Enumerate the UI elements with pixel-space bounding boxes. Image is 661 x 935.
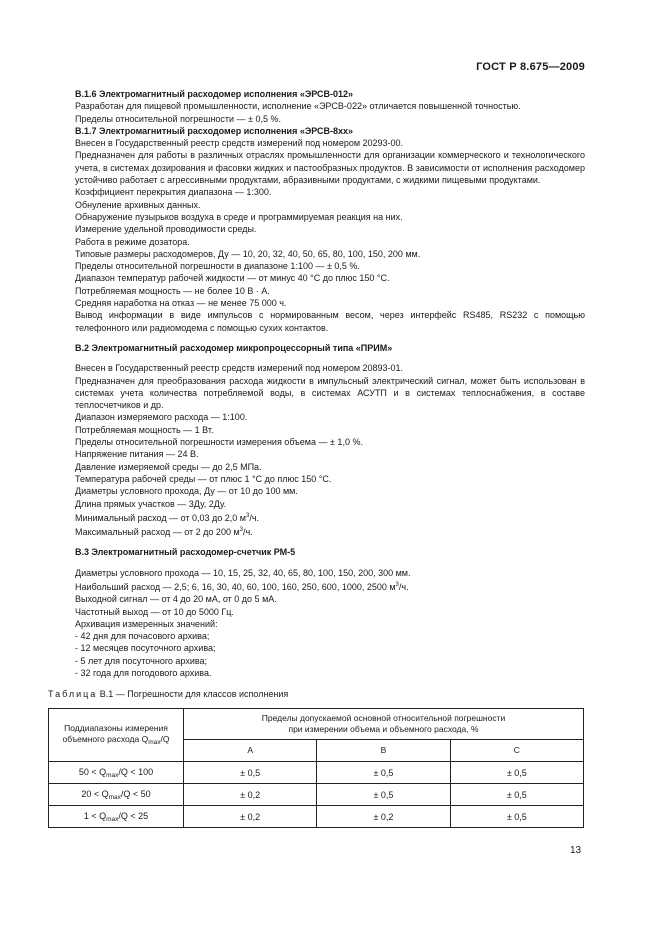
spec-line: Архивация измеренных значений: (75, 618, 218, 629)
col-head-subranges: Поддиапазоны измерения объемного расхода $Q_{max}/Q$ (49, 709, 184, 762)
paragraph: Внесен в Государственный реестр средств измерений под номером 20293-00. (75, 138, 404, 149)
value-cell: ± 0,5 (317, 784, 450, 806)
range-cell: $20 < Q_{max}/Q < 50$ (49, 784, 184, 806)
spec-line: Коэффициент перекрытия диапазона — 1:300. (75, 187, 272, 198)
table-row (49, 762, 584, 784)
spec-line: Обнуление архивных данных. (75, 199, 201, 210)
section-title-b3: В.3 Электромагнитный расходомер-счетчик РМ-5 (75, 547, 296, 558)
value-cell: ± 0,5 (450, 806, 583, 828)
class-head-c: С (450, 740, 583, 762)
spec-line: Диаметры условного прохода, Ду — от 10 до 100 мм. (75, 486, 298, 497)
table-row (49, 784, 584, 806)
error-table (48, 708, 584, 828)
section-title-b16: В.1.6 Электромагнитный расходомер исполнения «ЭРСВ-012» (75, 89, 354, 99)
section-title-b2: В.2 Электромагнитный расходомер микропроцессорный типа «ПРИМ» (75, 342, 393, 353)
col-head-group: Пределы допускаемой основной относительной погрешности при измерении объема и объемного расхода, % (184, 709, 584, 740)
paragraph: Вывод информации в виде импульсов с нормированным весом, через интерфейс RS485, RS232 с помощью телефонного или радиомодема с помощью сухих контактов. (75, 310, 585, 333)
spec-line: Выходной сигнал — от 4 до 20 мА, от 0 до 5 мА. (75, 594, 277, 605)
table-row (49, 806, 584, 828)
spec-line: Температура рабочей среды — от плюс 1 °С до плюс 150 °С. (75, 473, 332, 484)
spec-line: Средняя наработка на отказ — не менее 75 000 ч. (75, 298, 287, 309)
spec-line: Пределы относительной погрешности в диапазоне 1:100 — ± 0,5 %. (75, 261, 360, 272)
paragraph: Внесен в Государственный реестр средств измерений под номером 20893-01. (75, 363, 404, 374)
spec-line: Давление измеряемой среды — до 2,5 МПа. (75, 461, 262, 472)
spec-line: Длина прямых участков — 3Ду, 2Ду. (75, 498, 227, 509)
spec-line: Наибольший расход — 2,5; 6, 16, 30, 40, 60, 100, 160, 250, 600, 1000, 2500 $м^3/ч$. (75, 581, 409, 592)
spec-line: Частотный выход — от 10 до 5000 Гц. (75, 606, 234, 617)
page-number: 13 (570, 845, 582, 856)
spec-line: Напряжение питания — 24 В. (75, 449, 199, 460)
value-cell: ± 0,5 (450, 762, 583, 784)
paragraph: Разработан для пищевой промышленности, исполнение «ЭРСВ-022» отличается повышенной точностью. (75, 101, 521, 112)
value-cell: ± 0,5 (450, 784, 583, 806)
class-head-a: А (184, 740, 317, 762)
paragraph: Пределы относительной погрешности — ± 0,5 %. (75, 113, 282, 124)
class-head-b: В (317, 740, 450, 762)
list-item: - 12 месяцев посуточного архива; (75, 642, 585, 654)
spec-line: Обнаружение пузырьков воздуха в среде и программируемая реакция на них. (75, 211, 403, 222)
spec-line: Максимальный расход — от 2 до 200 $м^3/ч$. (75, 527, 253, 538)
list-item: - 42 дня для почасового архива; (75, 630, 585, 642)
range-cell: $1 < Q_{max}/Q < 25$ (49, 806, 184, 828)
value-cell: ± 0,2 (184, 784, 317, 806)
spec-line: Диапазон температур рабочей жидкости — от минус 40 °С до плюс 150 °С. (75, 273, 390, 284)
spec-line: Минимальный расход — от 0,03 до 2,0 $м^3/ч$. (75, 512, 260, 523)
value-cell: ± 0,2 (184, 806, 317, 828)
section-title-b17: В.1.7 Электромагнитный расходомер исполнения «ЭРСВ-8хх» (75, 125, 354, 136)
spec-line: Потребляемая мощность — не более 10 В · А. (75, 285, 270, 296)
spec-line: Измерение удельной проводимости среды. (75, 224, 257, 235)
document-body (75, 88, 585, 679)
value-cell: ± 0,2 (317, 806, 450, 828)
range-cell: $50 < Q_{max}/Q < 100$ (49, 762, 184, 784)
list-item: - 5 лет для посуточного архива; (75, 655, 585, 667)
spec-line: Работа в режиме дозатора. (75, 236, 190, 247)
list-item: - 32 года для погодового архива. (75, 667, 585, 679)
paragraph: Предназначен для преобразования расхода жидкости в импульсный электрический сигнал, может быть использован в системах учета количества потребляемой воды, в системах АСУТП и в системах теплоснабжения, в составе теплосчетчиков и др. (75, 375, 585, 411)
value-cell: ± 0,5 (184, 762, 317, 784)
spec-line: Типовые размеры расходомеров, Ду — 10, 20, 32, 40, 50, 65, 80, 100, 150, 200 мм. (75, 248, 421, 259)
paragraph: Предназначен для работы в различных отраслях промышленности для организации коммерческого и технологического учета, в системах дозирования и фасовки жидких и пастообразных продуктов. В зависимости от исполнения расходомер устойчиво работает с агрессивными продуктами, абразивными продуктами, с жидкими пищевыми продуктами. (75, 150, 585, 186)
table-caption: Таблица В.1 — Погрешности для классов исполнения (48, 689, 289, 699)
standard-header: ГОСТ Р 8.675—2009 (476, 61, 585, 73)
spec-line: Диапазон измеряемого расхода — 1:100. (75, 412, 248, 423)
spec-line: Потребляемая мощность — 1 Вт. (75, 424, 214, 435)
value-cell: ± 0,5 (317, 762, 450, 784)
spec-line: Пределы относительной погрешности измерения объема — ± 1,0 %. (75, 437, 363, 448)
spec-line: Диаметры условного прохода — 10, 15, 25, 32, 40, 65, 80, 100, 150, 200, 300 мм. (75, 567, 411, 578)
